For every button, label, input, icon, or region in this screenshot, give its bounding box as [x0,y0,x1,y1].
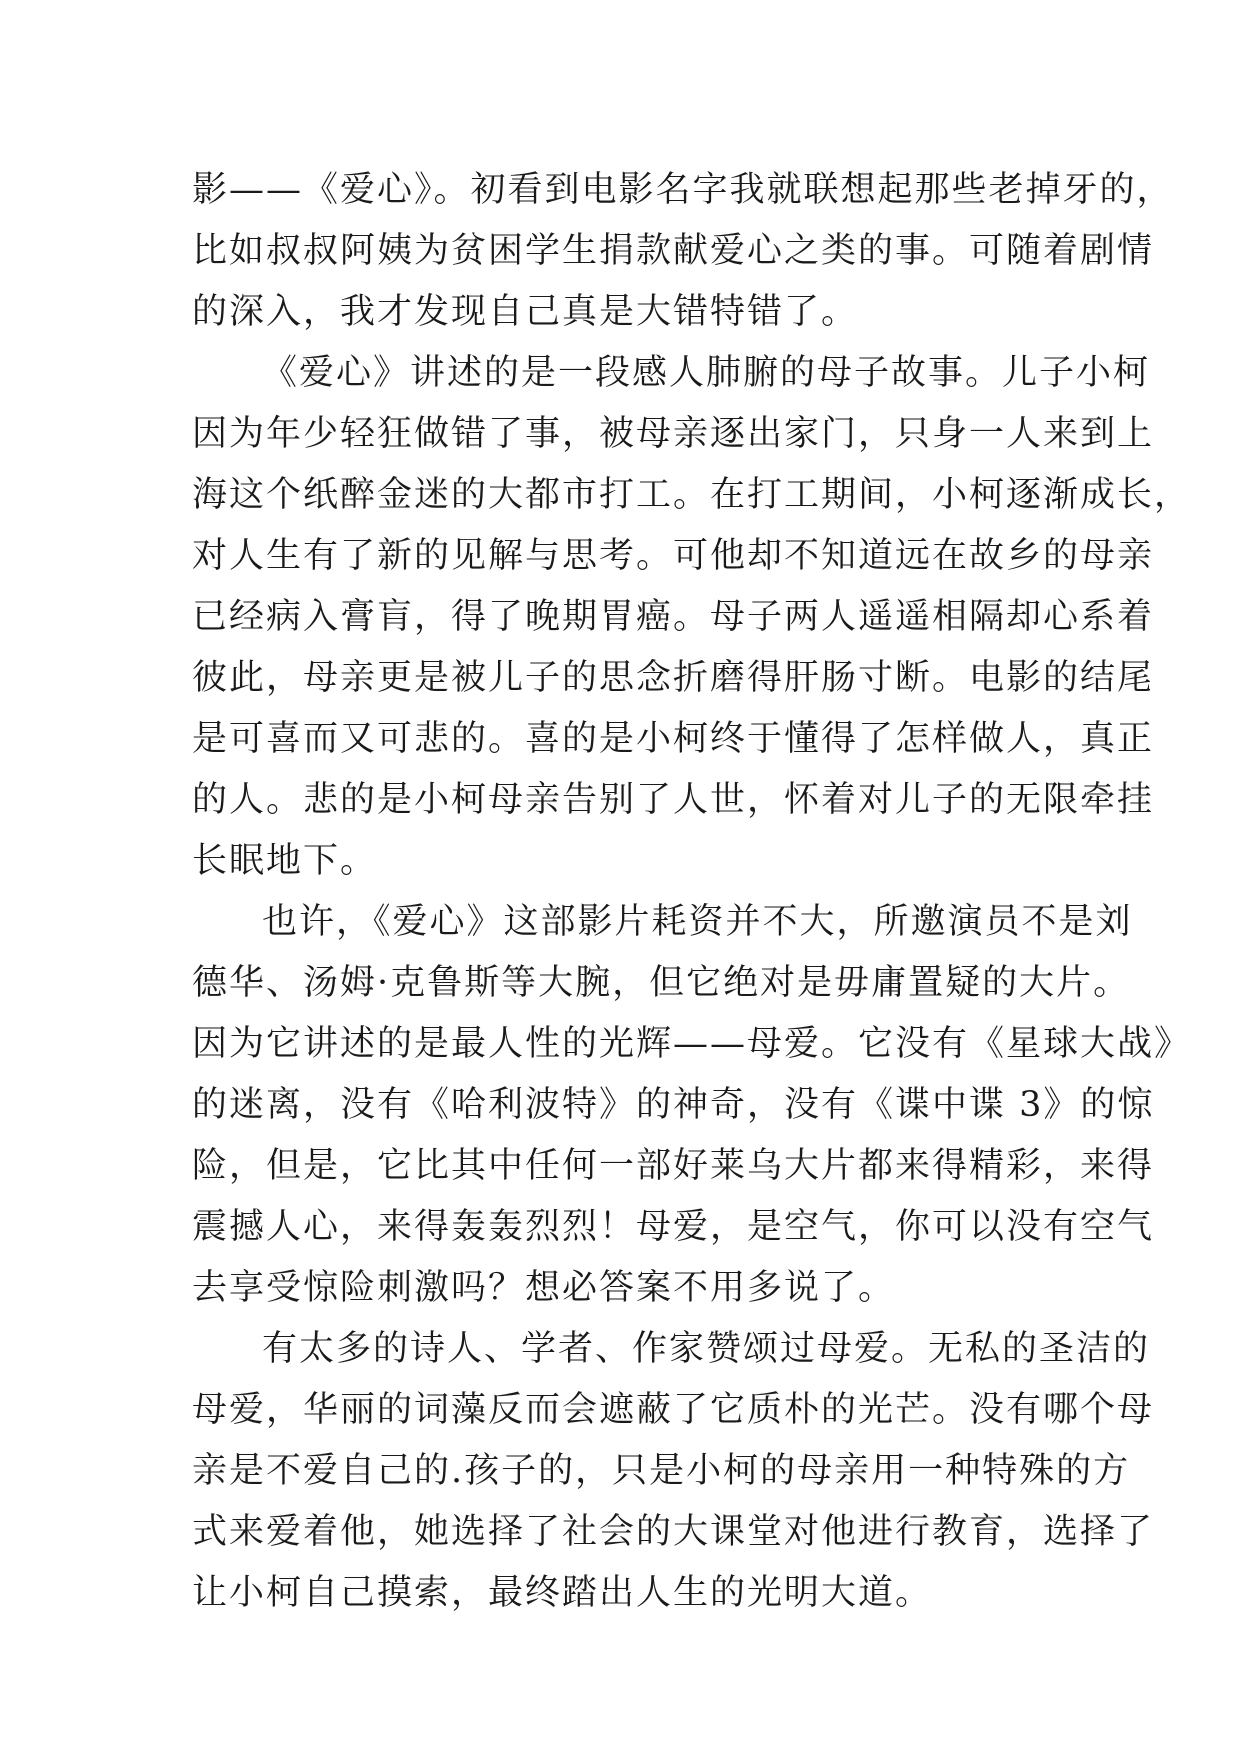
text-line: 长眠地下。 [192,841,378,881]
article-body [192,160,1192,1624]
text-line: 母爱，华丽的词藻反而会遮蔽了它质朴的光芒。没有哪个母 [192,1390,1155,1430]
paragraph-3 [192,892,1192,1319]
paragraph-2 [192,343,1192,892]
text-line: 比如叔叔阿姨为贫困学生捐款献爱心之类的事。可随着剧情 [192,231,1155,271]
text-line: 因为年少轻狂做错了事，被母亲逐出家门，只身一人来到上 [192,414,1155,454]
text-line: 因为它讲述的是最人性的光辉——母爱。它没有《星球大战》 [192,1024,1192,1064]
text-line: 《爱心》讲述的是一段感人肺腑的母子故事。儿子小柯 [262,353,1151,393]
text-line: 有太多的诗人、学者、作家赞颂过母爱。无私的圣洁的 [262,1329,1151,1369]
text-line: 彼此，母亲更是被儿子的思念折磨得肝肠寸断。电影的结尾 [192,658,1155,698]
paragraph-1 [192,160,1174,343]
text-line: 海这个纸醉金迷的大都市打工。在打工期间，小柯逐渐成长， [192,475,1192,515]
text-line: 亲是不爱自己的.孩子的，只是小柯的母亲用一种特殊的方 [192,1451,1131,1491]
text-line: 去享受惊险刺激吗？想必答案不用多说了。 [192,1268,896,1308]
paragraph-4 [192,1319,1155,1624]
text-line: 也许，《爱心》这部影片耗资并不大，所邀演员不是刘 [262,902,1133,942]
text-line: 险，但是，它比其中任何一部好莱乌大片都来得精彩，来得 [192,1146,1155,1186]
text-line: 的深入，我才发现自己真是大错特错了。 [192,292,859,332]
text-line: 影——《爱心》。初看到电影名字我就联想起那些老掉牙的， [192,170,1174,210]
text-line: 震撼人心，来得轰轰烈烈！母爱，是空气，你可以没有空气 [192,1207,1155,1247]
text-line: 德华、汤姆·克鲁斯等大腕，但它绝对是毋庸置疑的大片。 [192,963,1131,1003]
text-line: 让小柯自己摸索，最终踏出人生的光明大道。 [192,1573,933,1613]
text-line: 的迷离，没有《哈利波特》的神奇，没有《谍中谍 3》的惊 [192,1085,1155,1125]
text-line: 的人。悲的是小柯母亲告别了人世，怀着对儿子的无限牵挂 [192,780,1155,820]
text-line: 已经病入膏肓，得了晚期胃癌。母子两人遥遥相隔却心系着 [192,597,1155,637]
text-line: 对人生有了新的见解与思考。可他却不知道远在故乡的母亲 [192,536,1155,576]
text-line: 式来爱着他，她选择了社会的大课堂对他进行教育，选择了 [192,1512,1155,1552]
text-line: 是可喜而又可悲的。喜的是小柯终于懂得了怎样做人，真正 [192,719,1155,759]
